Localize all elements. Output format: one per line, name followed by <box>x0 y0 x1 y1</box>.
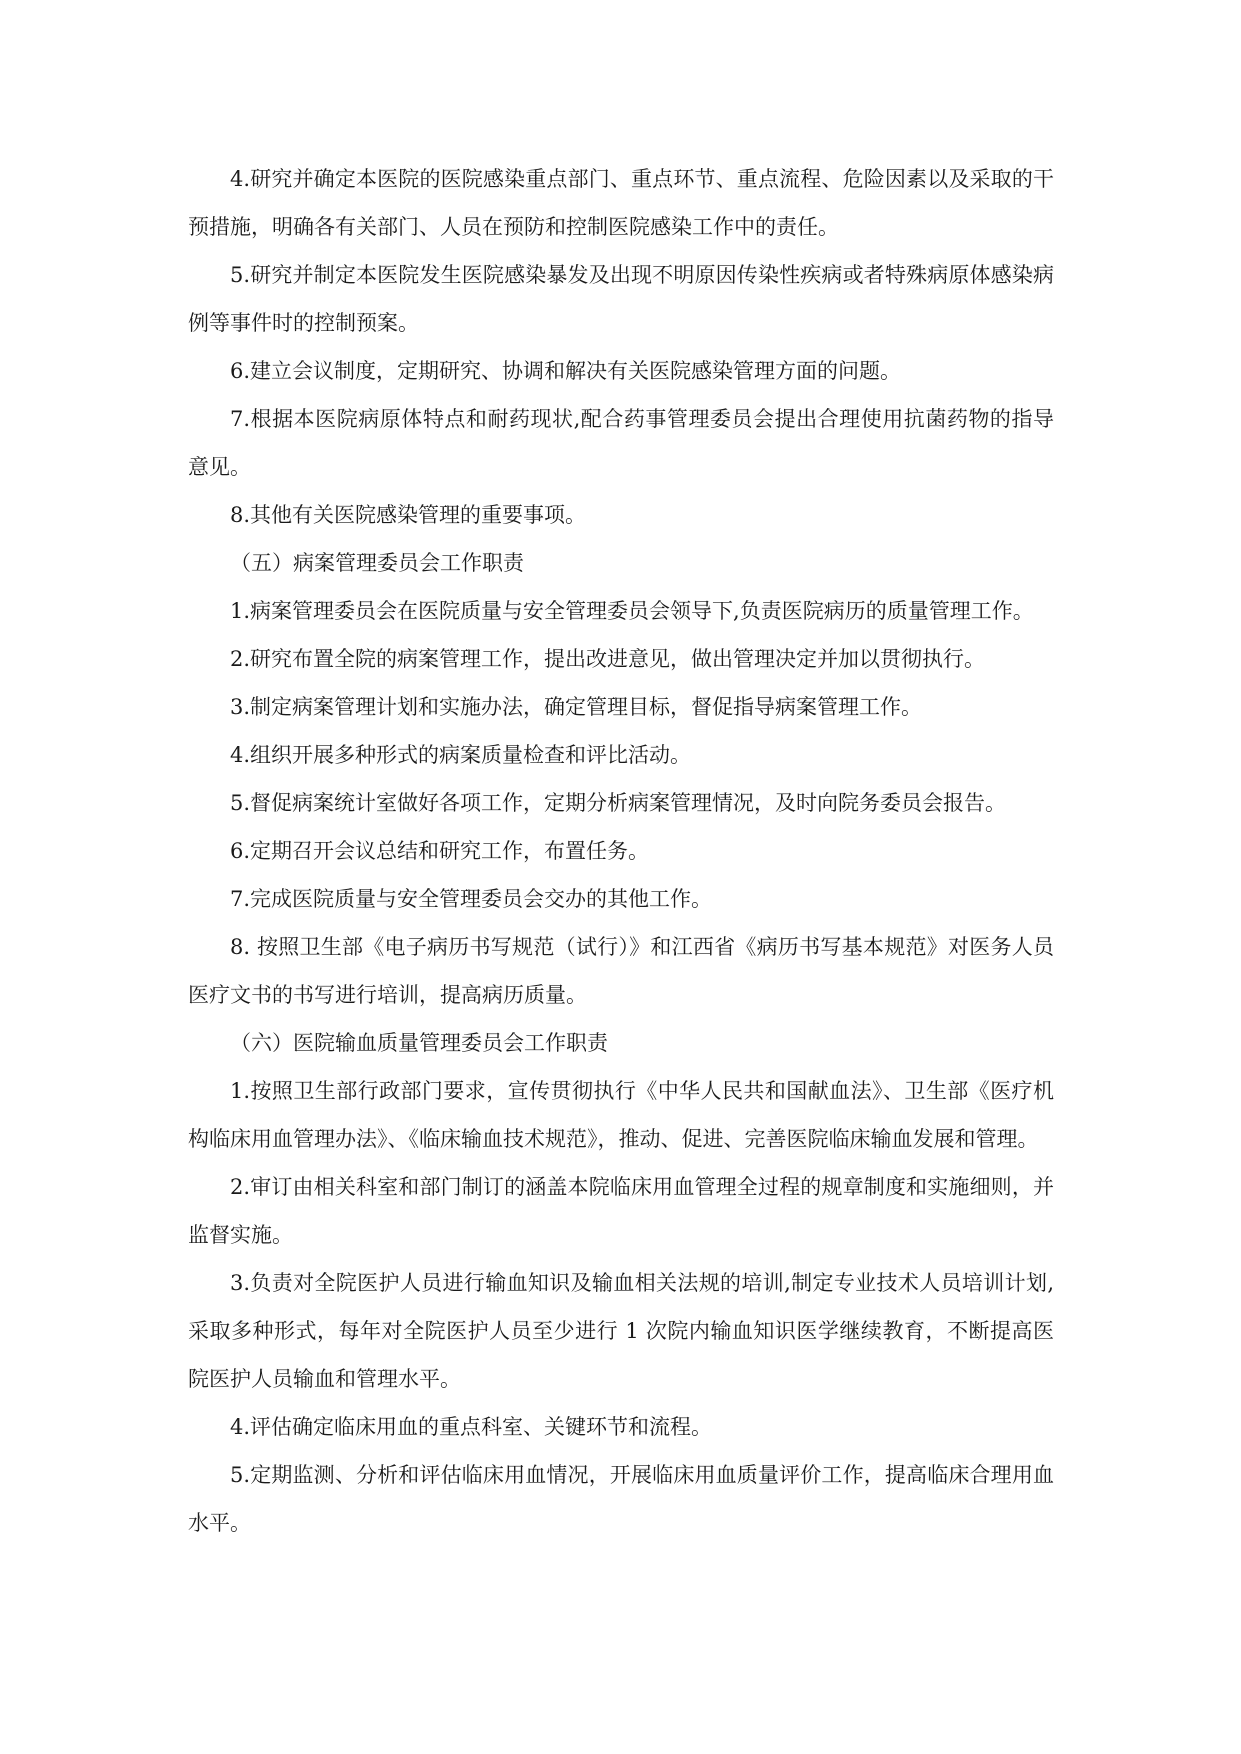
paragraph-transfusion-1: 1.按照卫生部行政部门要求，宣传贯彻执行《中华人民共和国献血法》、卫生部《医疗机构临床用血管理办法》、《临床输血技术规范》，推动、促进、完善医院临床输血发展和管理。 <box>188 1079 1054 1151</box>
document-body <box>188 155 1054 1547</box>
paragraph-records-8: 8. 按照卫生部《电子病历书写规范（试行）》和江西省《病历书写基本规范》对医务人员医疗文书的书写进行培训，提高病历质量。 <box>188 935 1054 1007</box>
paragraph-infection-6: 6.建立会议制度，定期研究、协调和解决有关医院感染管理方面的问题。 <box>230 359 902 383</box>
paragraph-records-7: 7.完成医院质量与安全管理委员会交办的其他工作。 <box>230 887 713 911</box>
paragraph-infection-7: 7.根据本医院病原体特点和耐药现状,配合药事管理委员会提出合理使用抗菌药物的指导意见。 <box>188 407 1054 479</box>
section-heading-records: （五）病案管理委员会工作职责 <box>230 551 524 575</box>
paragraph-records-2: 2.研究布置全院的病案管理工作，提出改进意见，做出管理决定并加以贯彻执行。 <box>230 647 986 671</box>
paragraph-infection-4: 4.研究并确定本医院的医院感染重点部门、重点环节、重点流程、危险因素以及采取的干预措施，明确各有关部门、人员在预防和控制医院感染工作中的责任。 <box>188 167 1054 239</box>
paragraph-infection-8: 8.其他有关医院感染管理的重要事项。 <box>230 503 587 527</box>
paragraph-transfusion-4: 4.评估确定临床用血的重点科室、关键环节和流程。 <box>230 1415 713 1439</box>
paragraph-records-4: 4.组织开展多种形式的病案质量检查和评比活动。 <box>230 743 692 767</box>
paragraph-records-5: 5.督促病案统计室做好各项工作，定期分析病案管理情况，及时向院务委员会报告。 <box>230 791 1007 815</box>
paragraph-records-3: 3.制定病案管理计划和实施办法，确定管理目标，督促指导病案管理工作。 <box>230 695 923 719</box>
paragraph-transfusion-5: 5.定期监测、分析和评估临床用血情况，开展临床用血质量评价工作，提高临床合理用血水平。 <box>188 1463 1054 1535</box>
paragraph-infection-5: 5.研究并制定本医院发生医院感染暴发及出现不明原因传染性疾病或者特殊病原体感染病例等事件时的控制预案。 <box>188 263 1054 335</box>
paragraph-records-6: 6.定期召开会议总结和研究工作，布置任务。 <box>230 839 650 863</box>
paragraph-transfusion-2: 2.审订由相关科室和部门制订的涵盖本院临床用血管理全过程的规章制度和实施细则，并监督实施。 <box>188 1175 1054 1247</box>
section-heading-transfusion: （六）医院输血质量管理委员会工作职责 <box>230 1031 608 1055</box>
paragraph-transfusion-3: 3.负责对全院医护人员进行输血知识及输血相关法规的培训,制定专业技术人员培训计划,采取多种形式，每年对全院医护人员至少进行 1 次院内输血知识医学继续教育，不断提高医院医护人员输血和管理水平。 <box>188 1271 1054 1391</box>
paragraph-records-1: 1.病案管理委员会在医院质量与安全管理委员会领导下,负责医院病历的质量管理工作。 <box>230 599 1034 623</box>
